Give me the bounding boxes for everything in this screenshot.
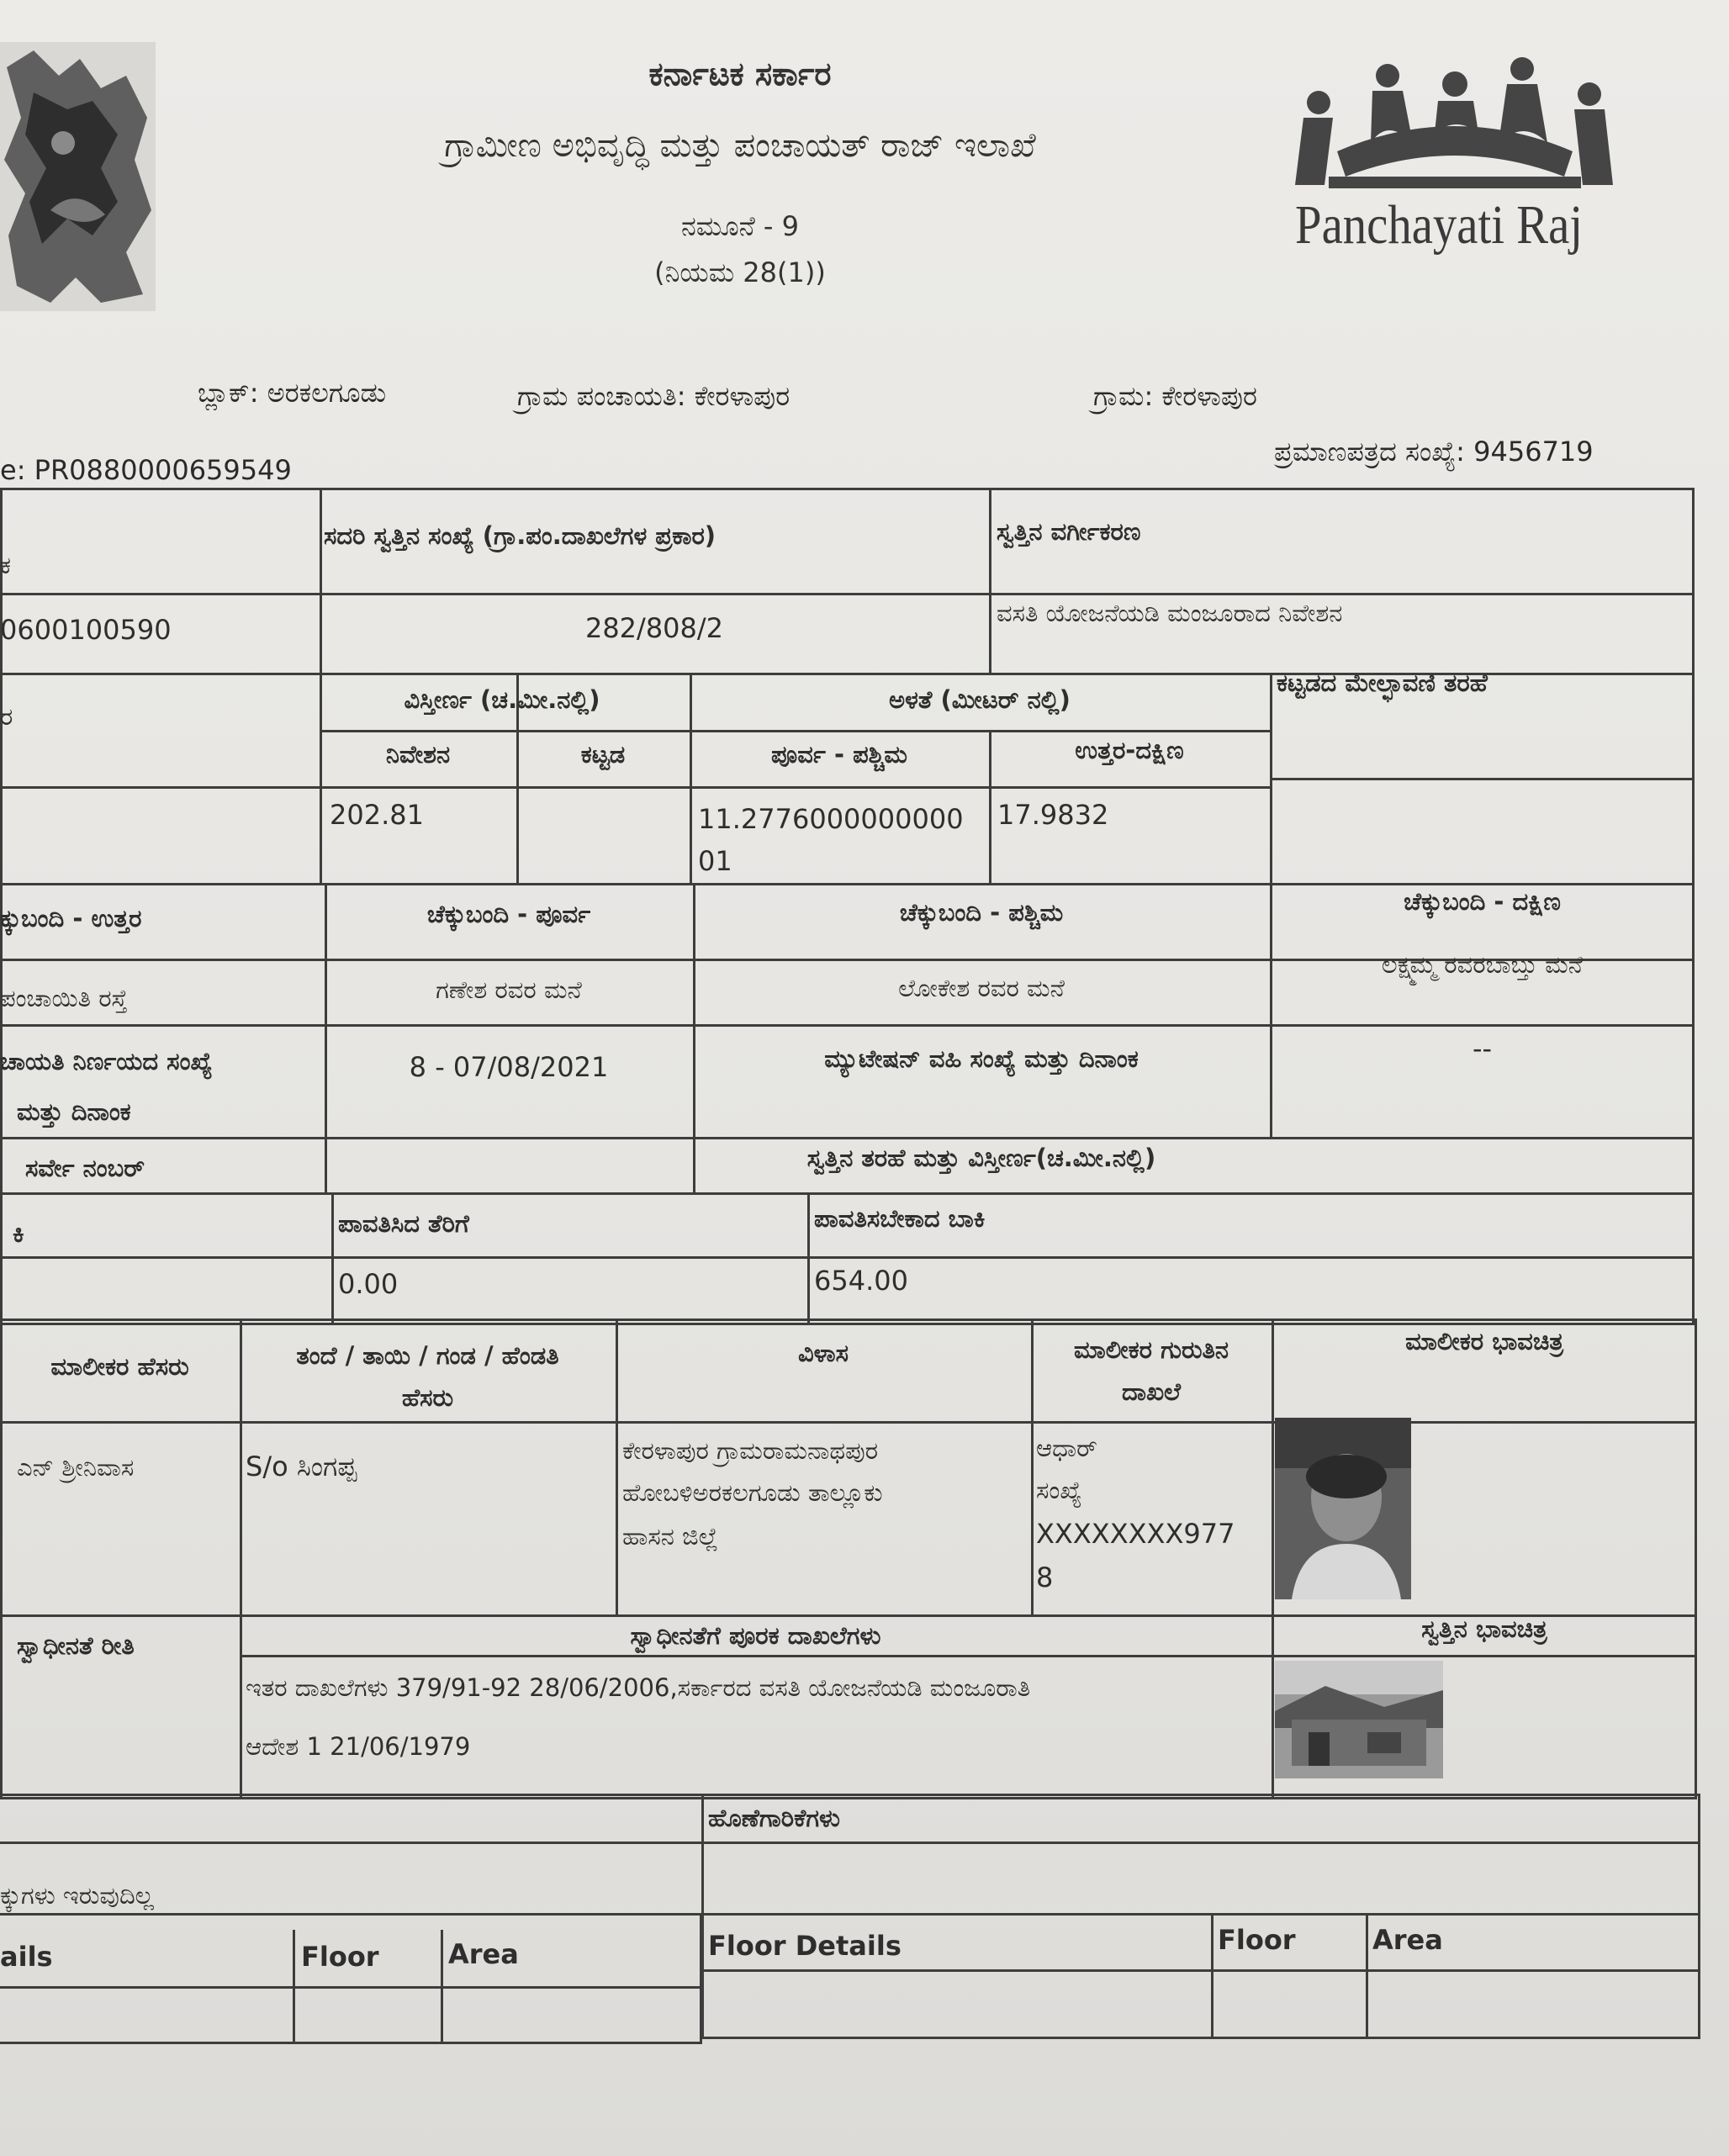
west-boundary: ಲೋಕೇಶ ರವರ ಮನೆ xyxy=(898,974,1065,1002)
floor-header-right: Floor xyxy=(1218,1924,1296,1956)
building-type-header: ಕಟ್ಟಡದ ಮೇಲ್ಛಾವಣಿ ತರಹೆ xyxy=(1277,668,1488,697)
ownership-docs-header: ಸ್ವಾಧೀನತೆಗೆ ಪೂರಕ ದಾಖಲೆಗಳು xyxy=(630,1621,881,1650)
north-south-header: ಉತ್ತರ-ದಕ್ಷಿಣ xyxy=(1075,736,1184,764)
tax-due-label: ಪಾವತಿಸಬೇಕಾದ ಬಾಕಿ xyxy=(814,1204,986,1233)
tax-paid-label: ಪಾವತಿಸಿದ ತೆರಿಗೆ xyxy=(338,1209,469,1238)
east-west-header: ಪೂರ್ವ - ಪಶ್ಚಿಮ xyxy=(770,740,908,769)
address-header: ವಿಳಾಸ xyxy=(797,1339,849,1367)
property-classification: ವಸತಿ ಯೋಜನೆಯಡಿ ಮಂಜೂರಾದ ನಿವೇಶನ xyxy=(997,599,1343,627)
property-number-header: ಸದರಿ ಸ್ವತ್ತಿನ ಸಂಖ್ಯೆ (ಗ್ರಾ.ಪಂ.ದಾಖಲೆಗಳ ಪ್ರಕಾರ) xyxy=(324,521,716,550)
tax-due-value: 654.00 xyxy=(814,1265,908,1297)
floor-details-header: Floor Details xyxy=(708,1930,902,1962)
relation-header-1: ತಂದೆ / ತಾಯಿ / ಗಂಡ / ಹೆಂಡತಿ xyxy=(296,1341,559,1370)
site-area-value: 202.81 xyxy=(330,799,424,831)
owner-address-3: ಹಾಸನ ಜಿಲ್ಲೆ xyxy=(622,1522,718,1551)
id-number-label: ಸಂಖ್ಯೆ xyxy=(1036,1476,1082,1504)
ownership-mode-label: ಸ್ವಾಧೀನತೆ ರೀತಿ xyxy=(17,1631,135,1660)
owner-name-header: ಮಾಲೀಕರ ಹೆಸರು xyxy=(50,1352,189,1381)
certificate-label: ಪ್ರಮಾಣಪತ್ರದ ಸಂಖ್ಯೆ: xyxy=(1274,436,1465,468)
owner-address-2: ಹೋಬಳಿಅರಕಲಗೂಡು ತಾಲ್ಲೂಕು xyxy=(622,1478,883,1507)
property-pr-id: e: PR0880000659549 xyxy=(0,454,292,486)
mutation-label: ಮ್ಯುಟೇಷನ್ ವಹಿ ಸಂಖ್ಯೆ ಮತ್ತು ದಿನಾಂಕ xyxy=(824,1044,1139,1073)
east-west-value-cont: 01 xyxy=(698,845,732,877)
relation-header-2: ಹೆಸರು xyxy=(401,1383,454,1412)
certificate-value: 9456719 xyxy=(1473,436,1594,468)
south-boundary: ಲಕ್ಷ್ಮಮ್ಮ ರವರಬಾಬ್ತು ಮನೆ xyxy=(1381,950,1584,979)
liabilities-header: ಹೊಣೆಗಾರಿಕೆಗಳು xyxy=(708,1804,840,1832)
id-number: XXXXXXXX977 xyxy=(1036,1518,1235,1550)
liabilities-note: ಕ್ಕುಗಳು ಇರುವುದಿಲ್ಲ xyxy=(0,1881,154,1910)
area-header-left: Area xyxy=(448,1938,519,1970)
left-fragment-ki: ಕಿ xyxy=(13,1219,24,1248)
left-fragment-ka: ಕ xyxy=(0,551,12,579)
id-proof-header-1: ಮಾಲೀಕರ ಗುರುತಿನ xyxy=(1073,1335,1229,1364)
resolution-value: 8 - 07/08/2021 xyxy=(409,1051,609,1083)
left-id: 0600100590 xyxy=(0,614,172,646)
north-boundary: ಪಂಚಾಯಿತಿ ರಸ್ತೆ xyxy=(0,984,128,1012)
resolution-label-1: ಚಾಯತಿ ನಿರ್ಣಯದ ಸಂಖ್ಯೆ xyxy=(0,1047,213,1075)
govt-title: ಕರ್ನಾಟಕ ಸರ್ಕಾರ xyxy=(648,55,832,92)
owner-address-1: ಕೇರಳಾಪುರ ಗ್ರಾಮರಾಮನಾಥಪುರ xyxy=(622,1436,879,1465)
extent-header: ವಿಸ್ತೀರ್ಣ (ಚ.ಮೀ.ನಲ್ಲಿ) xyxy=(404,685,600,714)
property-number: 282/808/2 xyxy=(584,612,724,644)
area-header-right: Area xyxy=(1372,1924,1443,1956)
gram-panchayat: ಗ್ರಾಮ ಪಂಚಾಯತಿ: ಕೇರಳಾಪುರ xyxy=(517,380,790,412)
floor-header-left: Floor xyxy=(301,1941,379,1973)
ownership-docs-2: ಆದೇಶ 1 21/06/1979 xyxy=(246,1732,471,1761)
building-header: ಕಟ್ಟಡ xyxy=(580,740,626,769)
survey-number-label: ಸರ್ವೇ ನಂಬರ್ xyxy=(25,1154,145,1182)
owner-photo-header: ಮಾಲೀಕರ ಭಾವಚಿತ್ರ xyxy=(1405,1327,1563,1355)
owner-relation: S/o ಸಿಂಗಪ್ಪ xyxy=(246,1451,357,1482)
north-south-value: 17.9832 xyxy=(997,799,1109,831)
id-type: ಆಧಾರ್ xyxy=(1036,1434,1097,1462)
east-boundary: ಗಣೇಶ ರವರ ಮನೆ xyxy=(436,975,582,1004)
owner-photo xyxy=(1275,1418,1411,1599)
west-boundary-header: ಚೆಕ್ಕುಬಂದಿ - ಪಶ್ಚಿಮ xyxy=(899,898,1064,927)
form-number: ನಮೂನೆ - 9 xyxy=(681,210,799,242)
left-fragment-ra: ರ xyxy=(0,702,13,731)
classification-header: ಸ್ವತ್ತಿನ ವರ್ಗೀಕರಣ xyxy=(997,517,1141,546)
owner-name: ಎನ್ ಶ್ರೀನಿವಾಸ xyxy=(17,1453,135,1482)
id-number-cont: 8 xyxy=(1036,1562,1054,1593)
rule-reference: (ನಿಯಮ 28(1)) xyxy=(654,256,826,288)
asset-photo xyxy=(1275,1661,1443,1778)
dimensions-header: ಅಳತೆ (ಮೀಟರ್ ನಲ್ಲಿ) xyxy=(889,685,1071,714)
certificate-number xyxy=(1274,436,1594,468)
north-boundary-header: ಕ್ಕುಬಂದಿ - ಉತ್ತರ xyxy=(0,904,142,933)
site-header: ನಿವೇಶನ xyxy=(385,740,451,769)
logo-text: Panchayati Raj xyxy=(1295,194,1584,256)
asset-photo-header: ಸ್ವತ್ತಿನ ಭಾವಚಿತ್ರ xyxy=(1421,1614,1547,1643)
village-name: ಗ್ರಾಮ: ಕೇರಳಾಪುರ xyxy=(1093,380,1257,412)
block-name: ಬ್ಲಾಕ್: ಅರಕಲಗೂಡು xyxy=(198,377,387,409)
east-west-value: 11.2776000000000 xyxy=(698,803,964,835)
east-boundary-header: ಚೆಕ್ಕುಬಂದಿ - ಪೂರ್ವ xyxy=(426,900,591,928)
asset-type-label: ಸ್ವತ್ತಿನ ತರಹೆ ಮತ್ತು ವಿಸ್ತೀರ್ಣ(ಚ.ಮೀ.ನಲ್ಲಿ) xyxy=(806,1144,1156,1172)
resolution-label-2: ಮತ್ತು ದಿನಾಂಕ xyxy=(17,1097,131,1126)
id-proof-header-2: ದಾಖಲೆ xyxy=(1121,1377,1182,1406)
department-title: ಗ್ರಾಮೀಣ ಅಭಿವೃದ್ಧಿ ಮತ್ತು ಪಂಚಾಯತ್ ರಾಜ್ ಇಲಾಖೆ xyxy=(444,126,1036,165)
ownership-docs-1: ಇತರ ದಾಖಲೆಗಳು 379/91-92 28/06/2006,ಸರ್ಕಾರದ ವಸತಿ ಯೋಜನೆಯಡಿ ಮಂಜೂರಾತಿ xyxy=(246,1673,1031,1702)
tax-paid-value: 0.00 xyxy=(338,1268,399,1300)
mutation-value: -- xyxy=(1472,1033,1493,1065)
south-boundary-header: ಚೆಕ್ಕುಬಂದಿ - ದಕ್ಷಿಣ xyxy=(1404,887,1561,916)
floor-details-left: ails xyxy=(0,1941,53,1973)
